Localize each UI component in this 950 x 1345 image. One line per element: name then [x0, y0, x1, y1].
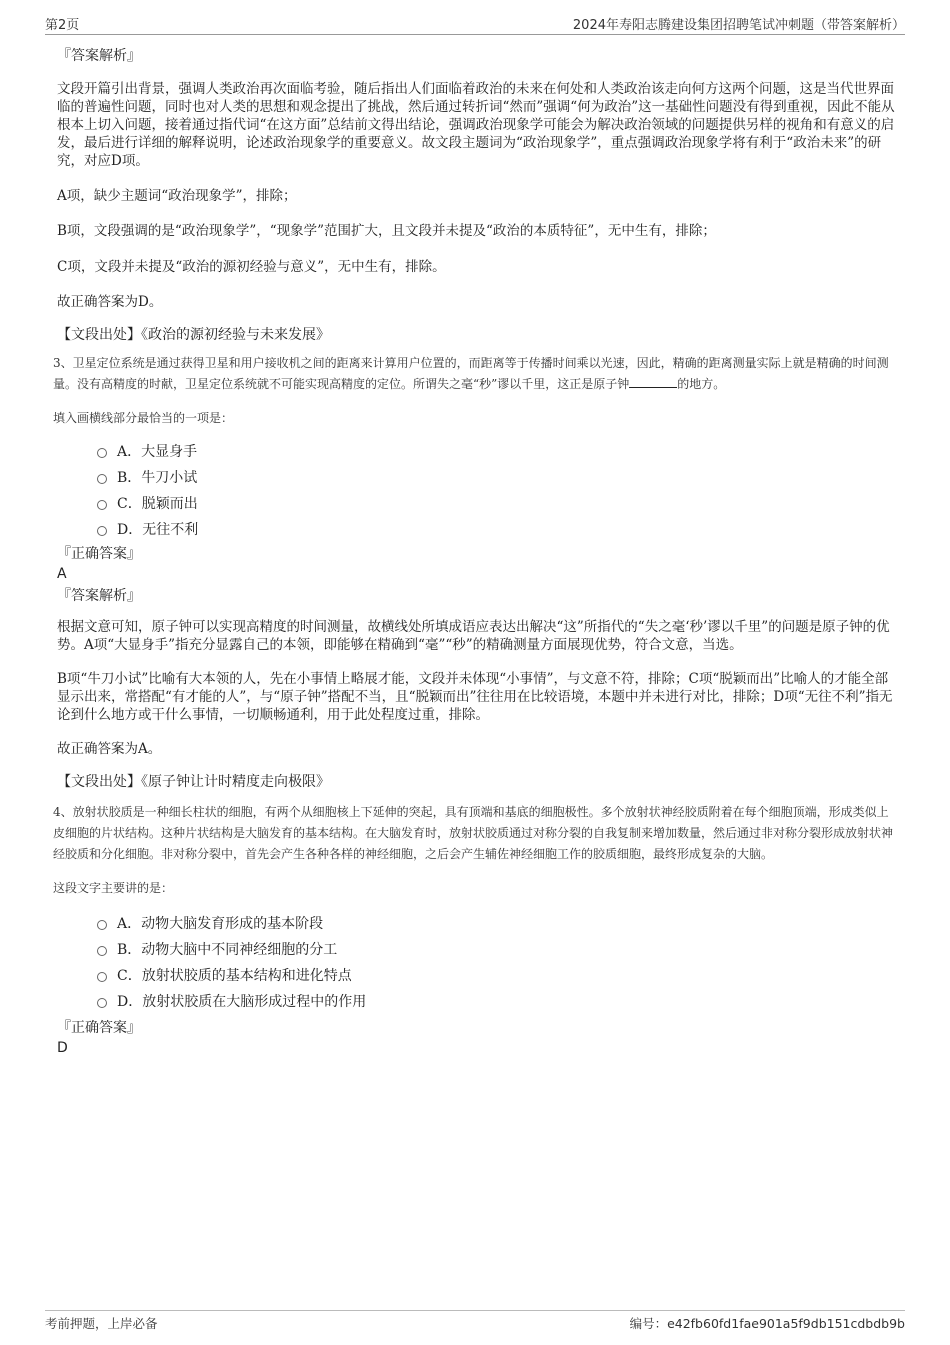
- page-header: [45, 14, 905, 35]
- analysis-conclusion: 故正确答案为D。: [57, 294, 163, 310]
- answer-heading: 『正确答案』: [57, 1020, 141, 1036]
- fill-blank: [629, 375, 677, 388]
- page-number: 第2页: [45, 18, 80, 33]
- analysis-option-c: C项，文段并未提及“政治的源初经验与意义”，无中生有，排除。: [57, 259, 446, 275]
- option-d[interactable]: D．无往不利: [57, 516, 897, 542]
- radio-icon[interactable]: [97, 972, 107, 982]
- analysis-paragraph: 根据文意可知，原子钟可以实现高精度的时间测量，故横线处所填成语应表达出解决“这”所指代的“失之毫‘秒’谬以千里”的问题是原子钟的优势。A项“大显身手”指充分显露自己的本领，即能够在精确到“毫”“秒”的精确测量方面展现优势，符合文意，当选。: [57, 619, 890, 653]
- answer-value: A: [57, 566, 67, 582]
- page-footer: [45, 1310, 905, 1341]
- analysis-conclusion: 故正确答案为A。: [57, 741, 162, 757]
- analysis-option-b: B项，文段强调的是“政治现象学”，“现象学”范围扩大，且文段并未提及“政治的本质特征”，无中生有，排除；: [57, 223, 716, 239]
- analysis-heading: 『答案解析』: [57, 48, 141, 64]
- document-title: 2024年寿阳志腾建设集团招聘笔试冲刺题（带答案解析）: [572, 18, 905, 33]
- radio-icon[interactable]: [97, 500, 107, 510]
- radio-icon[interactable]: [97, 448, 107, 458]
- question-3-text: 3、卫星定位系统是通过获得卫星和用户接收机之间的距离来计算用户位置的，而距离等于传播时间乘以光速，因此，精确的距离测量实际上就是精确的时间测量。没有高精度的时献，卫星定位系统就不可能实现高精度的定位。所谓失之毫“秒”谬以千里，这正是原子钟 的地方。: [53, 356, 889, 391]
- answer-heading: 『正确答案』: [57, 546, 141, 562]
- radio-icon[interactable]: [97, 474, 107, 484]
- question-4-prompt: 这段文字主要讲的是：: [53, 881, 174, 895]
- analysis-heading: 『答案解析』: [57, 588, 141, 604]
- option-a[interactable]: A．动物大脑发育形成的基本阶段: [57, 910, 897, 936]
- radio-icon[interactable]: [97, 998, 107, 1008]
- question-4-text: 4、放射状胶质是一种细长柱状的细胞，有两个从细胞核上下延伸的突起，具有顶端和基底的细胞极性。多个放射状神经胶质附着在每个细胞顶端，形成类似上皮细胞的片状结构。这种片状结构是大脑发育的基本结构。在大脑发育时，放射状胶质通过对称分裂的自我复制来增加数量，然后通过非对称分裂形成放射状神经胶质和分化细胞。非对称分裂中，首先会产生各种各样的神经细胞，之后会产生辅佐神经细胞工作的胶质细胞，最终形成复杂的大脑。: [53, 805, 894, 861]
- option-c[interactable]: C．放射状胶质的基本结构和进化特点: [57, 962, 897, 988]
- option-c[interactable]: C．脱颖而出: [57, 490, 897, 516]
- option-b[interactable]: B．牛刀小试: [57, 464, 897, 490]
- radio-icon[interactable]: [97, 920, 107, 930]
- radio-icon[interactable]: [97, 946, 107, 956]
- document-id: 编号：e42fb60fd1fae901a5f9db151cdbdb9b: [629, 1316, 905, 1331]
- option-b[interactable]: B．动物大脑中不同神经细胞的分工: [57, 936, 897, 962]
- document-body: [53, 46, 897, 1058]
- option-a[interactable]: A．大显身手: [57, 438, 897, 464]
- analysis-paragraph: B项“牛刀小试”比喻有大本领的人，先在小事情上略展才能，文段并未体现“小事情”，与文意不符，排除；C项“脱颖而出”比喻人的才能全部显示出来，常搭配“有才能的人”，与“原子钟”搭配不当，且“脱颖而出”往往用在比较语境，本题中并未进行对比，排除；D项“无往不利”指无论到什么地方或干什么事情，一切顺畅通利，用于此处程度过重，排除。: [57, 671, 893, 723]
- analysis-option-a: A项，缺少主题词“政治现象学”，排除；: [57, 188, 297, 204]
- radio-icon[interactable]: [97, 526, 107, 536]
- option-d[interactable]: D．放射状胶质在大脑形成过程中的作用: [57, 988, 897, 1014]
- question-3-options: [57, 438, 897, 542]
- analysis-paragraph: 文段开篇引出背景，强调人类政治再次面临考验，随后指出人们面临着政治的未来在何处和人类政治该走向何方这两个问题，这是当代世界面临的普遍性问题，同时也对人类的思想和观念提出了挑战，然后通过转折词“然而”强调“何为政治”这一基础性问题没有得到重视，因此不能从根本上切入问题，接着通过指代词“在这方面”总结前文得出结论，强调政治现象学可能会为解决政治领域的问题提供另样的视角和有意义的启发，最后进行详细的解释说明，论述政治现象学的重要意义。故文段主题词为“政治现象学”，重点强调政治现象学将有利于“政治未来”的研究，对应D项。: [57, 81, 895, 169]
- source-citation: 【文段出处】《政治的源初经验与未来发展》: [57, 327, 330, 343]
- footer-slogan: 考前押题，上岸必备: [45, 1316, 158, 1331]
- answer-value: D: [57, 1040, 68, 1056]
- question-4-options: [57, 910, 897, 1014]
- question-3-prompt: 填入画横线部分最恰当的一项是：: [53, 411, 234, 425]
- source-citation: 【文段出处】《原子钟让计时精度走向极限》: [57, 774, 330, 790]
